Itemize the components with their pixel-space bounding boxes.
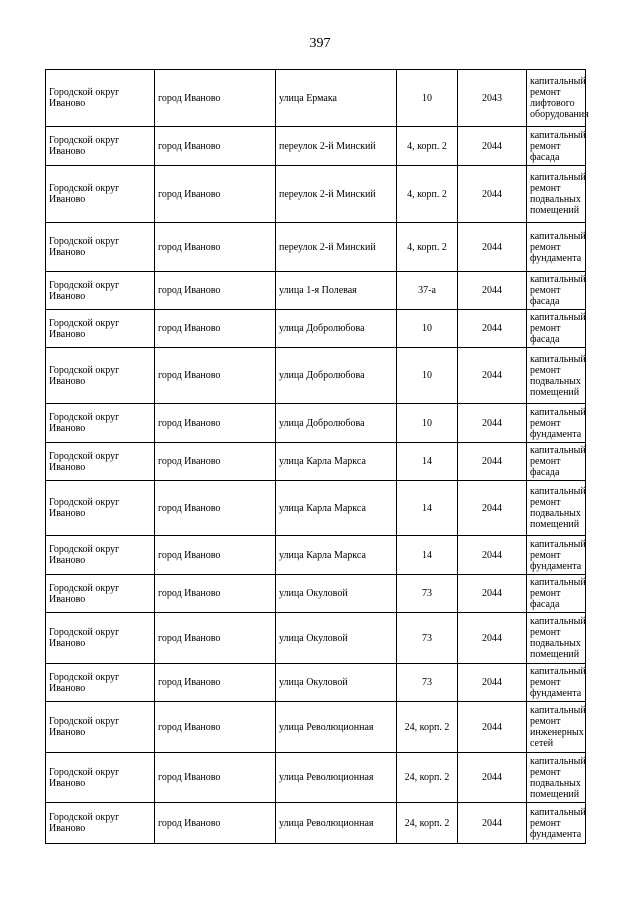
street-cell: улица Добролюбова (276, 348, 397, 404)
table-row (46, 127, 586, 166)
house-number-cell: 4, корп. 2 (397, 223, 458, 272)
house-number-cell: 14 (397, 481, 458, 536)
municipality-cell: Городской округ Иваново (46, 127, 155, 166)
house-number-cell: 4, корп. 2 (397, 166, 458, 223)
house-number-cell: 10 (397, 70, 458, 127)
year-cell: 2044 (458, 613, 527, 664)
street-cell: улица Окуловой (276, 664, 397, 702)
street-cell: улица 1-я Полевая (276, 272, 397, 310)
municipality-cell: Городской округ Иваново (46, 575, 155, 613)
year-cell: 2043 (458, 70, 527, 127)
municipality-cell: Городской округ Иваново (46, 702, 155, 753)
house-number-cell: 73 (397, 664, 458, 702)
street-cell: улица Добролюбова (276, 310, 397, 348)
settlement-cell: город Иваново (155, 70, 276, 127)
table-row (46, 166, 586, 223)
house-number-cell: 24, корп. 2 (397, 702, 458, 753)
year-cell: 2044 (458, 443, 527, 481)
settlement-cell: город Иваново (155, 404, 276, 443)
table-row (46, 272, 586, 310)
work-type-cell: капитальный ремонт фасада (527, 272, 586, 310)
year-cell: 2044 (458, 664, 527, 702)
municipality-cell: Городской округ Иваново (46, 272, 155, 310)
table-row (46, 443, 586, 481)
house-number-cell: 4, корп. 2 (397, 127, 458, 166)
municipality-cell: Городской округ Иваново (46, 166, 155, 223)
municipality-cell: Городской округ Иваново (46, 803, 155, 844)
house-number-cell: 24, корп. 2 (397, 753, 458, 803)
settlement-cell: город Иваново (155, 536, 276, 575)
work-type-cell: капитальный ремонт подвальных помещений (527, 753, 586, 803)
house-number-cell: 14 (397, 536, 458, 575)
settlement-cell: город Иваново (155, 575, 276, 613)
table-row (46, 575, 586, 613)
table-row (46, 404, 586, 443)
street-cell: улица Ермака (276, 70, 397, 127)
settlement-cell: город Иваново (155, 702, 276, 753)
street-cell: улица Революционная (276, 803, 397, 844)
municipality-cell: Городской округ Иваново (46, 310, 155, 348)
house-number-cell: 10 (397, 348, 458, 404)
municipality-cell: Городской округ Иваново (46, 664, 155, 702)
street-cell: переулок 2-й Минский (276, 127, 397, 166)
municipality-cell: Городской округ Иваново (46, 348, 155, 404)
municipality-cell: Городской округ Иваново (46, 70, 155, 127)
year-cell: 2044 (458, 223, 527, 272)
table-row (46, 348, 586, 404)
settlement-cell: город Иваново (155, 127, 276, 166)
table-row (46, 753, 586, 803)
year-cell: 2044 (458, 272, 527, 310)
year-cell: 2044 (458, 702, 527, 753)
year-cell: 2044 (458, 127, 527, 166)
table-body (46, 70, 589, 844)
year-cell: 2044 (458, 166, 527, 223)
street-cell: улица Карла Маркса (276, 481, 397, 536)
work-type-cell: капитальный ремонт фасада (527, 310, 586, 348)
work-type-cell: капитальный ремонт фундамента (527, 536, 586, 575)
house-number-cell: 24, корп. 2 (397, 803, 458, 844)
year-cell: 2044 (458, 310, 527, 348)
municipality-cell: Городской округ Иваново (46, 753, 155, 803)
year-cell: 2044 (458, 481, 527, 536)
street-cell: улица Добролюбова (276, 404, 397, 443)
work-type-cell: капитальный ремонт фасада (527, 127, 586, 166)
table-row (46, 223, 586, 272)
settlement-cell: город Иваново (155, 613, 276, 664)
street-cell: улица Карла Маркса (276, 536, 397, 575)
settlement-cell: город Иваново (155, 443, 276, 481)
table-row (46, 481, 586, 536)
street-cell: улица Карла Маркса (276, 443, 397, 481)
repair-schedule-table (45, 69, 589, 844)
work-type-cell: капитальный ремонт подвальных помещений (527, 481, 586, 536)
street-cell: улица Окуловой (276, 613, 397, 664)
work-type-cell: капитальный ремонт фундамента (527, 664, 586, 702)
table-row (46, 803, 586, 844)
street-cell: переулок 2-й Минский (276, 223, 397, 272)
work-type-cell: капитальный ремонт фундамента (527, 803, 586, 844)
settlement-cell: город Иваново (155, 481, 276, 536)
table-row (46, 70, 586, 127)
page-number: 397 (309, 36, 331, 51)
work-type-cell: капитальный ремонт фасада (527, 575, 586, 613)
municipality-cell: Городской округ Иваново (46, 536, 155, 575)
house-number-cell: 14 (397, 443, 458, 481)
house-number-cell: 73 (397, 613, 458, 664)
street-cell: улица Окуловой (276, 575, 397, 613)
settlement-cell: город Иваново (155, 310, 276, 348)
municipality-cell: Городской округ Иваново (46, 613, 155, 664)
work-type-cell: капитальный ремонт инженерных сетей (527, 702, 586, 753)
house-number-cell: 73 (397, 575, 458, 613)
settlement-cell: город Иваново (155, 348, 276, 404)
table-row (46, 310, 586, 348)
municipality-cell: Городской округ Иваново (46, 404, 155, 443)
house-number-cell: 10 (397, 404, 458, 443)
house-number-cell: 10 (397, 310, 458, 348)
year-cell: 2044 (458, 803, 527, 844)
municipality-cell: Городской округ Иваново (46, 481, 155, 536)
work-type-cell: капитальный ремонт фундамента (527, 404, 586, 443)
year-cell: 2044 (458, 404, 527, 443)
work-type-cell: капитальный ремонт подвальных помещений (527, 348, 586, 404)
table-row (46, 664, 586, 702)
year-cell: 2044 (458, 348, 527, 404)
work-type-cell: капитальный ремонт фундамента (527, 223, 586, 272)
table-row (46, 613, 586, 664)
street-cell: улица Революционная (276, 753, 397, 803)
year-cell: 2044 (458, 575, 527, 613)
house-number-cell: 37-а (397, 272, 458, 310)
work-type-cell: капитальный ремонт подвальных помещений (527, 166, 586, 223)
work-type-cell: капитальный ремонт подвальных помещений (527, 613, 586, 664)
settlement-cell: город Иваново (155, 166, 276, 223)
settlement-cell: город Иваново (155, 664, 276, 702)
year-cell: 2044 (458, 536, 527, 575)
settlement-cell: город Иваново (155, 753, 276, 803)
year-cell: 2044 (458, 753, 527, 803)
settlement-cell: город Иваново (155, 803, 276, 844)
work-type-cell: капитальный ремонт фасада (527, 443, 586, 481)
municipality-cell: Городской округ Иваново (46, 443, 155, 481)
street-cell: переулок 2-й Минский (276, 166, 397, 223)
settlement-cell: город Иваново (155, 272, 276, 310)
municipality-cell: Городской округ Иваново (46, 223, 155, 272)
settlement-cell: город Иваново (155, 223, 276, 272)
table-row (46, 536, 586, 575)
table-row (46, 702, 586, 753)
work-type-cell: капитальный ремонт лифтового оборудования (527, 70, 586, 127)
street-cell: улица Революционная (276, 702, 397, 753)
